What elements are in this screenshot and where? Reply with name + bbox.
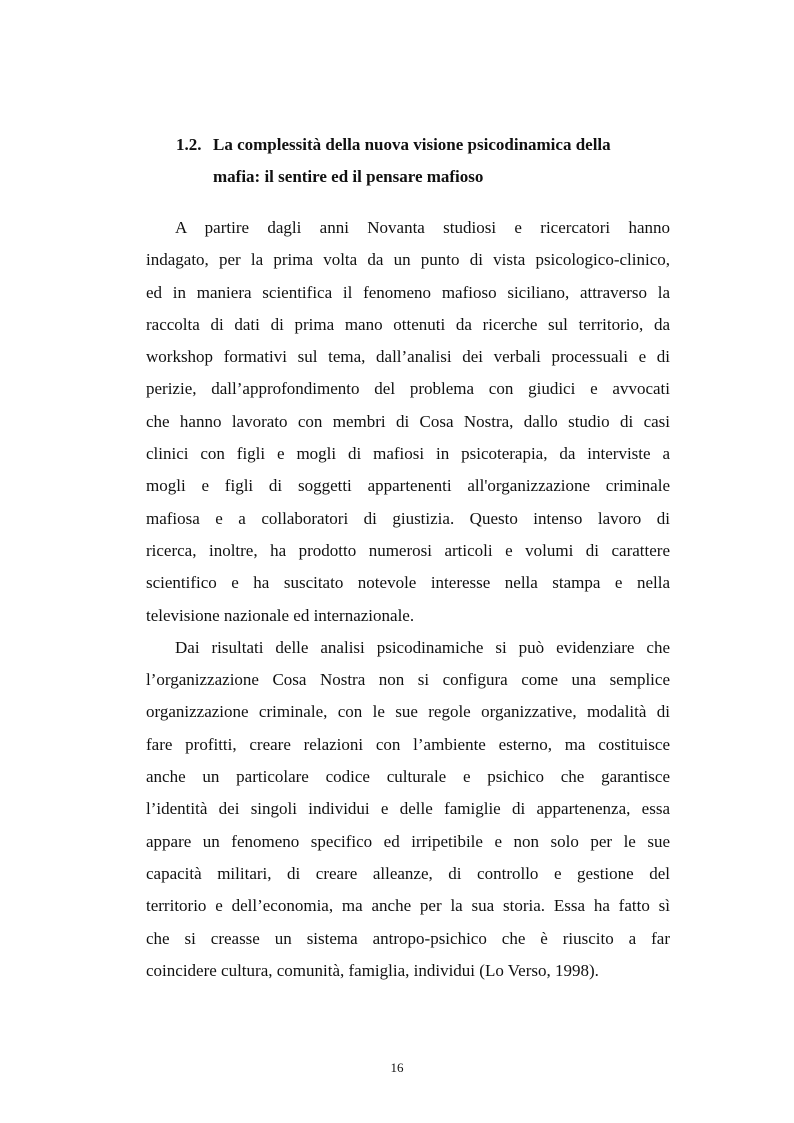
- paragraph-line: televisione nazionale ed internazionale.: [146, 605, 415, 625]
- paragraph-line: clinici con figli e mogli di mafiosi in psicoterapia, da interviste a: [146, 444, 670, 464]
- section-number: 1.2.: [176, 135, 202, 154]
- paragraph-1: [146, 212, 670, 632]
- paragraph-line: perizie, dall’approfondimento del problema con giudici e avvocati: [146, 379, 670, 399]
- paragraph-line: mogli e figli di soggetti appartenenti all'organizzazione criminale: [146, 476, 670, 496]
- paragraph-line: che hanno lavorato con membri di Cosa Nostra, dallo studio di casi: [146, 411, 670, 431]
- paragraph-line: anche un particolare codice culturale e psichico che garantisce: [146, 767, 670, 787]
- paragraph-line: mafiosa e a collaboratori di giustizia. Questo intenso lavoro di: [146, 508, 670, 528]
- paragraph-line: organizzazione criminale, con le sue regole organizzative, modalità di: [146, 702, 670, 722]
- paragraph-line: l’identità dei singoli individui e delle famiglie di appartenenza, essa: [146, 799, 670, 819]
- paragraph-line: raccolta di dati di prima mano ottenuti da ricerche sul territorio, da: [146, 314, 670, 334]
- paragraph-line: indagato, per la prima volta da un punto di vista psicologico-clinico,: [146, 250, 670, 270]
- paragraph-line: appare un fenomeno specifico ed irripetibile e non solo per le sue: [146, 831, 670, 851]
- body-text: [146, 212, 670, 987]
- paragraph-line: ed in maniera scientifica il fenomeno mafioso siciliano, attraverso la: [146, 282, 670, 302]
- paragraph-line: fare profitti, creare relazioni con l’ambiente esterno, ma costituisce: [146, 734, 670, 754]
- section-heading: [176, 129, 676, 193]
- section-title-line-1: La complessità della nuova visione psicodinamica della: [213, 135, 611, 154]
- paragraph-2: [146, 632, 670, 987]
- paragraph-line: che si creasse un sistema antropo-psichico che è riuscito a far: [146, 928, 670, 948]
- section-title-line-2: mafia: il sentire ed il pensare mafioso: [213, 167, 484, 186]
- paragraph-line: Dai risultati delle analisi psicodinamiche si può evidenziare che: [175, 637, 670, 657]
- paragraph-line: capacità militari, di creare alleanze, di controllo e gestione del: [146, 863, 670, 883]
- page-number: 16: [390, 1060, 404, 1075]
- paragraph-line: territorio e dell’economia, ma anche per la sua storia. Essa ha fatto sì: [146, 896, 670, 916]
- paragraph-line: scientifico e ha suscitato notevole interesse nella stampa e nella: [146, 573, 670, 593]
- paragraph-line: workshop formativi sul tema, dall’analisi dei verbali processuali e di: [146, 347, 670, 367]
- paragraph-line: l’organizzazione Cosa Nostra non si configura come una semplice: [146, 670, 670, 690]
- paragraph-line: coincidere cultura, comunità, famiglia, individui (Lo Verso, 1998).: [146, 960, 599, 980]
- paragraph-line: A partire dagli anni Novanta studiosi e ricercatori hanno: [175, 218, 670, 237]
- paragraph-line: ricerca, inoltre, ha prodotto numerosi articoli e volumi di carattere: [146, 540, 670, 560]
